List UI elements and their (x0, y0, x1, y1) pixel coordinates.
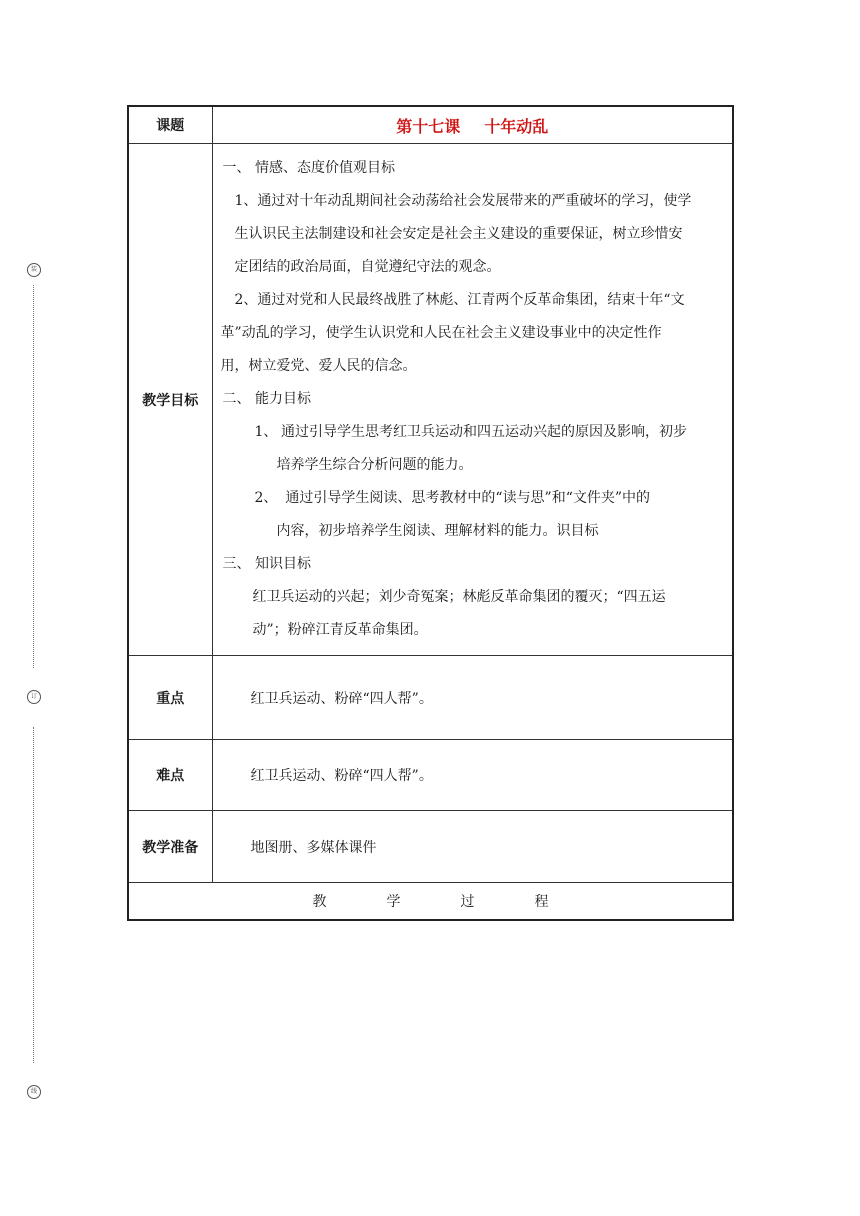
key-point-row (128, 656, 733, 740)
goal-1-line-2: 生认识民主法制建设和社会安定是社会主义建设的重要保证，树立珍惜安 (234, 226, 683, 242)
prep-label: 教学准备 (128, 811, 212, 883)
teaching-process-heading (128, 883, 733, 921)
goal-section-2-heading: 二、 能力目标 (222, 391, 311, 407)
binding-dotted-line-2 (33, 727, 34, 1063)
ability-item-2-number: 2、 (254, 490, 278, 506)
knowledge-line-2: 动”；粉碎江青反革命集团。 (252, 622, 428, 638)
ability-item-1-number: 1、 (254, 424, 278, 440)
process-row (128, 883, 733, 921)
goal-section-3-heading: 三、 知识目标 (222, 556, 311, 572)
process-char-4: 程 (534, 894, 549, 910)
goal-1-line-3: 定团结的政治局面，自觉遵纪守法的观念。 (234, 259, 501, 275)
ability-item-2-text: 通过引导学生阅读、思考教材中的“读与思”和“文件夹”中的 (285, 490, 651, 506)
binding-mark-2: 订 (27, 690, 41, 704)
lesson-plan-table (127, 105, 734, 921)
process-char-3: 过 (460, 894, 475, 910)
goals-label: 教学目标 (128, 144, 212, 656)
prep-text: 地图册、多媒体课件 (212, 811, 733, 883)
goal-1-line-1: 1、通过对十年动乱期间社会动荡给社会发展带来的严重破坏的学习，使学 (234, 193, 692, 209)
ability-item-2 (221, 482, 723, 515)
binding-dotted-line-1 (33, 285, 34, 668)
goals-content (212, 144, 733, 656)
ability-item-1 (221, 416, 723, 449)
difficulty-text: 红卫兵运动、粉碎“四人帮”。 (212, 740, 733, 811)
ability-item-1-text: 通过引导学生思考红卫兵运动和四五运动兴起的原因及影响，初步 (280, 424, 687, 440)
difficulty-label: 难点 (128, 740, 212, 811)
title-label: 课题 (128, 106, 212, 144)
key-point-text: 红卫兵运动、粉碎“四人帮”。 (212, 656, 733, 740)
lesson-number: 第十七课 (396, 116, 461, 136)
key-point-label: 重点 (128, 656, 212, 740)
lesson-title (212, 106, 733, 144)
goal-2-line-2: 革”动乱的学习，使学生认识党和人民在社会主义建设事业中的决定性作 (220, 325, 662, 341)
goal-section-1-heading: 一、 情感、态度价值观目标 (222, 160, 395, 176)
difficulty-row (128, 740, 733, 811)
ability-item-1-cont: 培养学生综合分析问题的能力。 (276, 457, 473, 473)
process-char-2: 学 (386, 894, 401, 910)
knowledge-line-1: 红卫兵运动的兴起；刘少奇冤案；林彪反革命集团的覆灭；“四五运 (252, 589, 666, 605)
goal-2-line-3: 用，树立爱党、爱人民的信念。 (220, 358, 417, 374)
goal-2-line-1: 2、通过对党和人民最终战胜了林彪、江青两个反革命集团，结束十年“文 (234, 292, 685, 308)
lesson-name: 十年动乱 (484, 116, 549, 136)
ability-item-2-cont: 内容，初步培养学生阅读、理解材料的能力。识目标 (276, 523, 599, 539)
goals-row (128, 144, 733, 656)
prep-row (128, 811, 733, 883)
process-char-1: 教 (312, 894, 327, 910)
binding-mark-1: 装 (27, 263, 41, 277)
title-row (128, 106, 733, 144)
binding-mark-3: 线 (27, 1085, 41, 1099)
